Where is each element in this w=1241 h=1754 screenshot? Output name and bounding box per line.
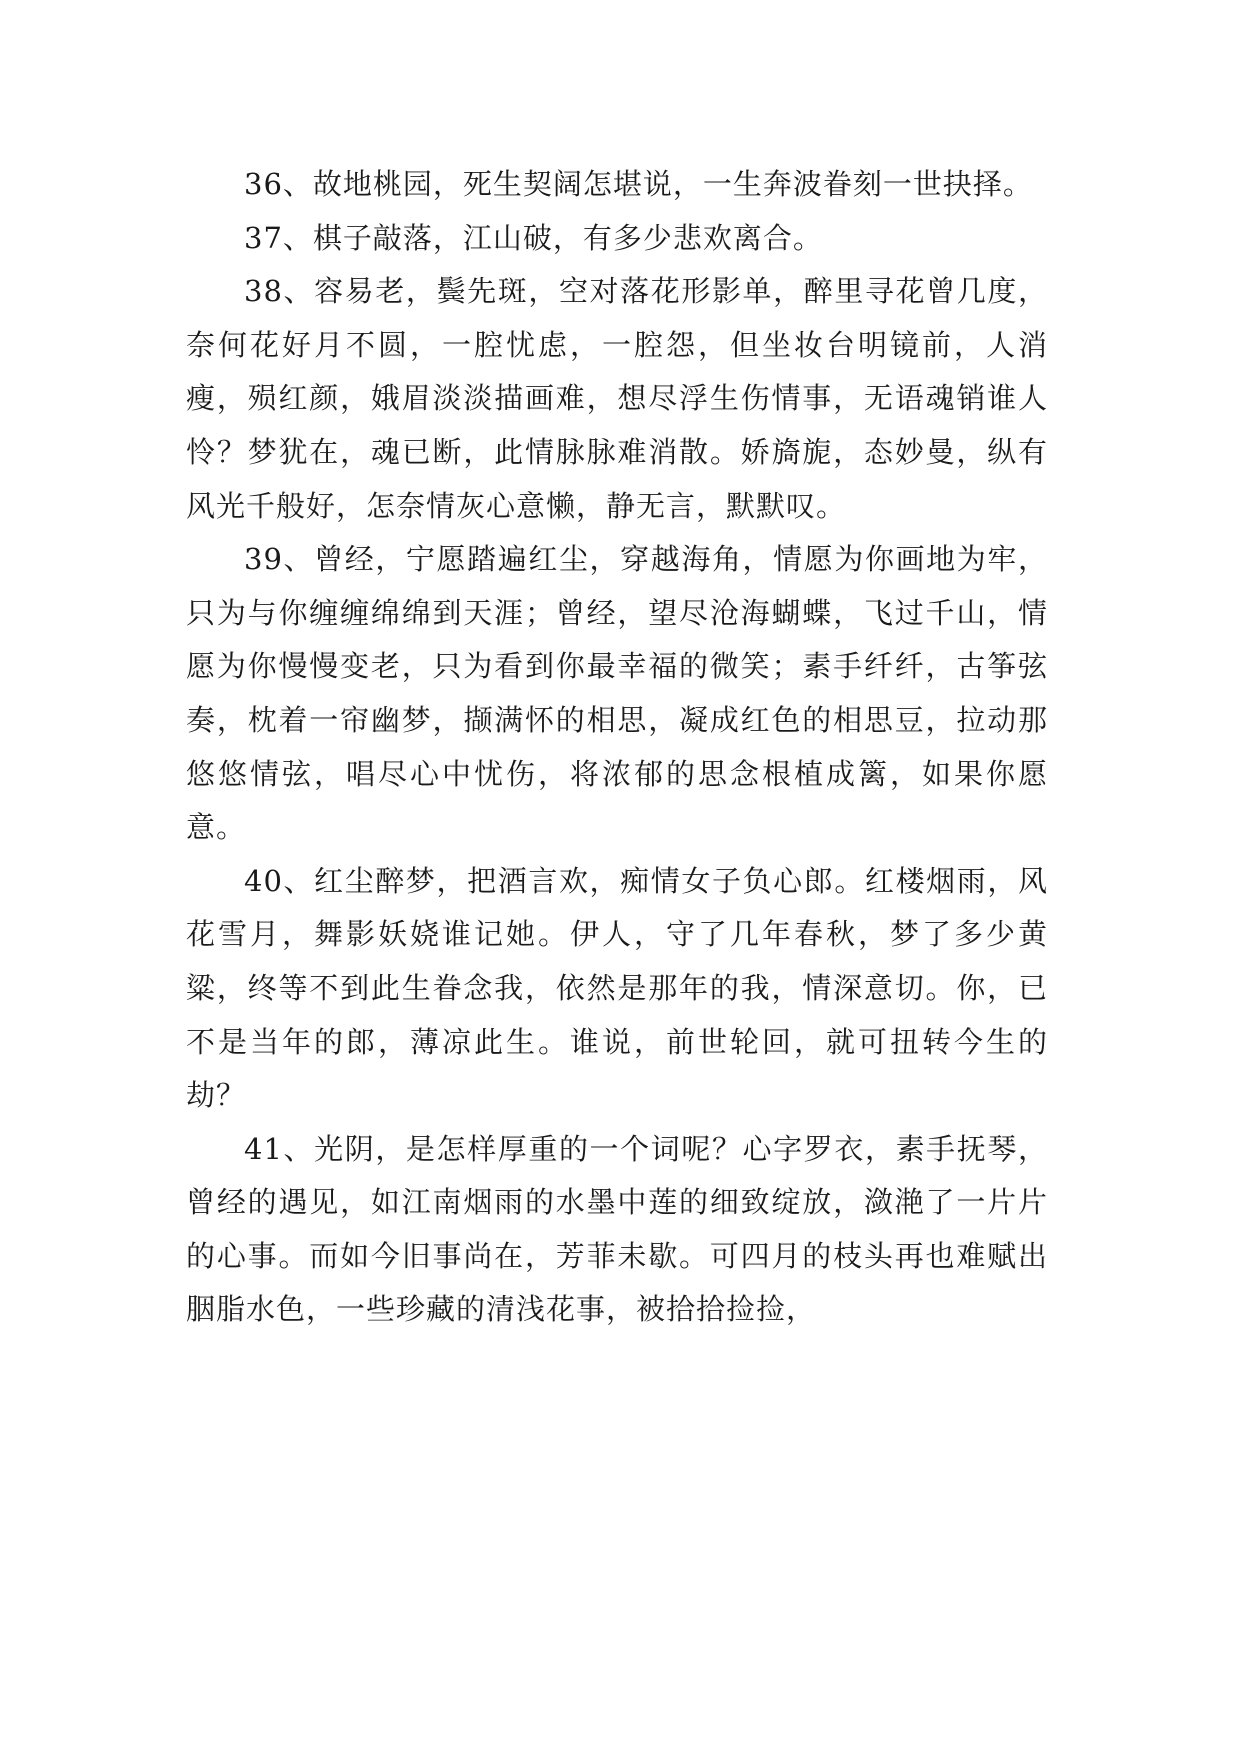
document-body (186, 158, 1048, 1337)
paragraph-38: 38、容易老，鬓先斑，空对落花形影单，醉里寻花曾几度，奈何花好月不圆，一腔忧虑，一腔怨，但坐妆台明镜前，人消瘦，殒红颜，娥眉淡淡描画难，想尽浮生伤情事，无语魂销谁人怜？梦犹在，魂已断，此情脉脉难消散。娇旖旎，态妙曼，纵有风光千般好，怎奈情灰心意懒，静无言，默默叹。 (186, 274, 1048, 523)
paragraph-36: 36、故地桃园，死生契阔怎堪说，一生奔波眷刻一世抉择。 (244, 167, 1033, 201)
paragraph-40: 40、红尘醉梦，把酒言欢，痴情女子负心郎。红楼烟雨，风花雪月，舞影妖娆谁记她。伊人，守了几年春秋，梦了多少黄粱，终等不到此生眷念我，依然是那年的我，情深意切。你，已不是当年的郎，薄凉此生。谁说，前世轮回，就可扭转今生的劫？ (186, 863, 1048, 1113)
paragraph-39: 39、曾经，宁愿踏遍红尘，穿越海角，情愿为你画地为牢，只为与你缠缠绵绵到天涯；曾经，望尽沧海蝴蝶，飞过千山，情愿为你慢慢变老，只为看到你最幸福的微笑；素手纤纤，古筝弦奏，枕着一帘幽梦，撷满怀的相思，凝成红色的相思豆，拉动那悠悠情弦，唱尽心中忧伤，将浓郁的思念根植成篱，如果你愿意。 (186, 542, 1048, 845)
paragraph-41: 41、光阴，是怎样厚重的一个词呢？心字罗衣，素手抚琴，曾经的遇见，如江南烟雨的水墨中莲的细致绽放，潋滟了一片片的心事。而如今旧事尚在，芳菲未歇。可四月的枝头再也难赋出胭脂水色，一些珍藏的清浅花事，被拾拾捡捡， (186, 1131, 1048, 1327)
paragraph-37: 37、棋子敲落，江山破，有多少悲欢离合。 (244, 220, 823, 255)
